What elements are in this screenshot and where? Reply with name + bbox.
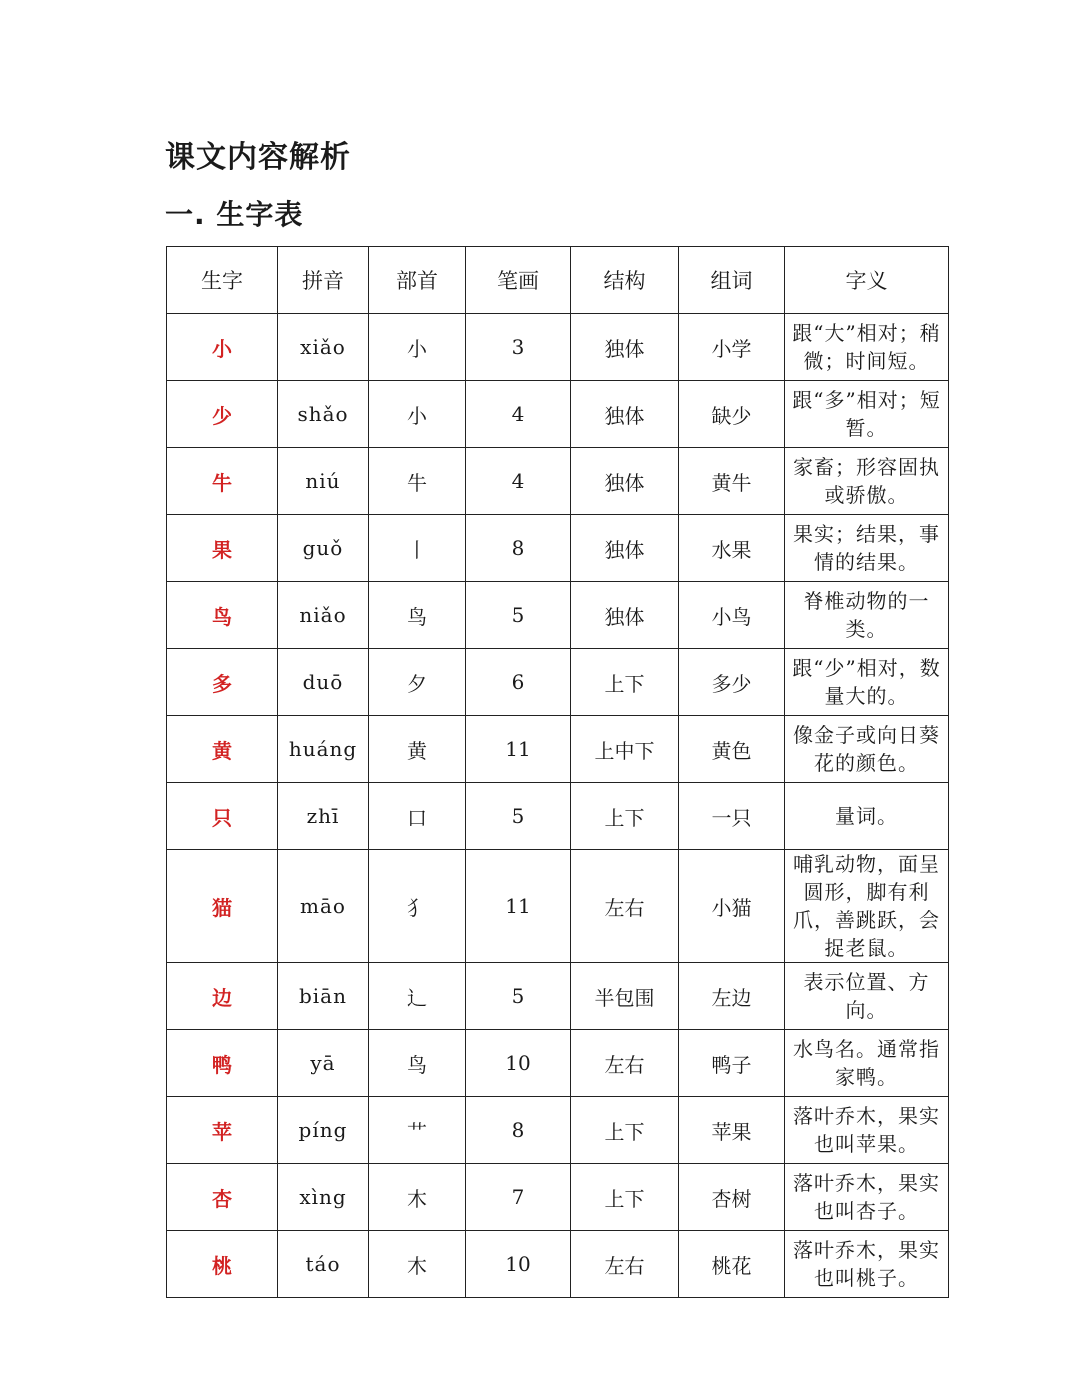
cell-pinyin: niǎo bbox=[278, 582, 369, 649]
cell-strokes: 11 bbox=[466, 850, 571, 963]
cell-structure: 独体 bbox=[571, 515, 679, 582]
cell-char: 多 bbox=[167, 649, 278, 716]
cell-radical: 丨 bbox=[369, 515, 466, 582]
table-row bbox=[167, 582, 949, 649]
cell-meaning: 像金子或向日葵花的颜色。 bbox=[785, 716, 949, 783]
cell-word: 苹果 bbox=[679, 1097, 785, 1164]
table-row bbox=[167, 1030, 949, 1097]
cell-radical: 木 bbox=[369, 1231, 466, 1298]
cell-radical: 小 bbox=[369, 381, 466, 448]
cell-strokes: 6 bbox=[466, 649, 571, 716]
header-meaning: 字义 bbox=[785, 247, 949, 314]
cell-char: 苹 bbox=[167, 1097, 278, 1164]
cell-meaning: 跟“大”相对；稍微；时间短。 bbox=[785, 314, 949, 381]
header-char: 生字 bbox=[167, 247, 278, 314]
cell-char: 杏 bbox=[167, 1164, 278, 1231]
table-row bbox=[167, 448, 949, 515]
cell-pinyin: guǒ bbox=[278, 515, 369, 582]
cell-radical: 辶 bbox=[369, 963, 466, 1030]
cell-word: 黄牛 bbox=[679, 448, 785, 515]
cell-word: 水果 bbox=[679, 515, 785, 582]
cell-strokes: 5 bbox=[466, 963, 571, 1030]
cell-pinyin: táo bbox=[278, 1231, 369, 1298]
cell-structure: 半包围 bbox=[571, 963, 679, 1030]
cell-word: 小学 bbox=[679, 314, 785, 381]
cell-pinyin: māo bbox=[278, 850, 369, 963]
cell-structure: 上下 bbox=[571, 1164, 679, 1231]
cell-pinyin: huáng bbox=[278, 716, 369, 783]
cell-meaning: 量词。 bbox=[785, 783, 949, 850]
cell-radical: 鸟 bbox=[369, 582, 466, 649]
cell-meaning: 家畜；形容固执或骄傲。 bbox=[785, 448, 949, 515]
cell-pinyin: píng bbox=[278, 1097, 369, 1164]
cell-meaning: 落叶乔木，果实也叫苹果。 bbox=[785, 1097, 949, 1164]
table-row bbox=[167, 783, 949, 850]
table-header-row bbox=[167, 247, 949, 314]
cell-pinyin: niú bbox=[278, 448, 369, 515]
table-row bbox=[167, 850, 949, 963]
header-structure: 结构 bbox=[571, 247, 679, 314]
table-row bbox=[167, 963, 949, 1030]
cell-pinyin: xìng bbox=[278, 1164, 369, 1231]
cell-strokes: 10 bbox=[466, 1231, 571, 1298]
cell-pinyin: shǎo bbox=[278, 381, 369, 448]
cell-strokes: 3 bbox=[466, 314, 571, 381]
header-radical: 部首 bbox=[369, 247, 466, 314]
cell-char: 果 bbox=[167, 515, 278, 582]
cell-strokes: 8 bbox=[466, 515, 571, 582]
cell-word: 小鸟 bbox=[679, 582, 785, 649]
cell-structure: 独体 bbox=[571, 448, 679, 515]
cell-radical: 口 bbox=[369, 783, 466, 850]
cell-char: 黄 bbox=[167, 716, 278, 783]
cell-pinyin: duō bbox=[278, 649, 369, 716]
cell-pinyin: zhī bbox=[278, 783, 369, 850]
cell-structure: 独体 bbox=[571, 381, 679, 448]
cell-word: 一只 bbox=[679, 783, 785, 850]
cell-word: 多少 bbox=[679, 649, 785, 716]
cell-strokes: 10 bbox=[466, 1030, 571, 1097]
cell-structure: 上中下 bbox=[571, 716, 679, 783]
cell-word: 杏树 bbox=[679, 1164, 785, 1231]
header-word: 组词 bbox=[679, 247, 785, 314]
table-row bbox=[167, 1231, 949, 1298]
cell-structure: 上下 bbox=[571, 1097, 679, 1164]
cell-strokes: 8 bbox=[466, 1097, 571, 1164]
cell-structure: 独体 bbox=[571, 582, 679, 649]
cell-radical: 木 bbox=[369, 1164, 466, 1231]
cell-strokes: 5 bbox=[466, 582, 571, 649]
table-row bbox=[167, 515, 949, 582]
vocabulary-table bbox=[166, 246, 949, 1298]
cell-radical: 小 bbox=[369, 314, 466, 381]
cell-char: 少 bbox=[167, 381, 278, 448]
table-row bbox=[167, 381, 949, 448]
cell-meaning: 跟“少”相对，数量大的。 bbox=[785, 649, 949, 716]
cell-strokes: 4 bbox=[466, 448, 571, 515]
cell-meaning: 脊椎动物的一类。 bbox=[785, 582, 949, 649]
cell-radical: 夕 bbox=[369, 649, 466, 716]
cell-char: 桃 bbox=[167, 1231, 278, 1298]
table-row bbox=[167, 314, 949, 381]
cell-char: 边 bbox=[167, 963, 278, 1030]
table-row bbox=[167, 1164, 949, 1231]
cell-strokes: 11 bbox=[466, 716, 571, 783]
cell-char: 鸟 bbox=[167, 582, 278, 649]
cell-radical: 艹 bbox=[369, 1097, 466, 1164]
cell-strokes: 5 bbox=[466, 783, 571, 850]
header-strokes: 笔画 bbox=[466, 247, 571, 314]
page-title: 课文内容解析 bbox=[165, 140, 351, 175]
table-row bbox=[167, 1097, 949, 1164]
cell-pinyin: biān bbox=[278, 963, 369, 1030]
table-row bbox=[167, 716, 949, 783]
cell-radical: 牛 bbox=[369, 448, 466, 515]
cell-structure: 上下 bbox=[571, 649, 679, 716]
cell-meaning: 落叶乔木，果实也叫杏子。 bbox=[785, 1164, 949, 1231]
cell-pinyin: xiǎo bbox=[278, 314, 369, 381]
cell-meaning: 落叶乔木，果实也叫桃子。 bbox=[785, 1231, 949, 1298]
cell-meaning: 跟“多”相对；短暂。 bbox=[785, 381, 949, 448]
cell-strokes: 4 bbox=[466, 381, 571, 448]
cell-structure: 左右 bbox=[571, 850, 679, 963]
cell-radical: 犭 bbox=[369, 850, 466, 963]
cell-char: 只 bbox=[167, 783, 278, 850]
cell-char: 小 bbox=[167, 314, 278, 381]
cell-meaning: 哺乳动物，面呈圆形，脚有利爪，善跳跃，会捉老鼠。 bbox=[785, 850, 949, 963]
cell-radical: 鸟 bbox=[369, 1030, 466, 1097]
cell-structure: 左右 bbox=[571, 1030, 679, 1097]
cell-structure: 上下 bbox=[571, 783, 679, 850]
header-pinyin: 拼音 bbox=[278, 247, 369, 314]
cell-word: 缺少 bbox=[679, 381, 785, 448]
cell-word: 小猫 bbox=[679, 850, 785, 963]
cell-structure: 独体 bbox=[571, 314, 679, 381]
cell-char: 猫 bbox=[167, 850, 278, 963]
cell-char: 牛 bbox=[167, 448, 278, 515]
cell-meaning: 表示位置、方向。 bbox=[785, 963, 949, 1030]
cell-structure: 左右 bbox=[571, 1231, 679, 1298]
cell-word: 桃花 bbox=[679, 1231, 785, 1298]
cell-char: 鸭 bbox=[167, 1030, 278, 1097]
section-title: 一. 生字表 bbox=[165, 198, 304, 231]
cell-pinyin: yā bbox=[278, 1030, 369, 1097]
cell-strokes: 7 bbox=[466, 1164, 571, 1231]
cell-word: 黄色 bbox=[679, 716, 785, 783]
cell-radical: 黄 bbox=[369, 716, 466, 783]
cell-meaning: 水鸟名。通常指家鸭。 bbox=[785, 1030, 949, 1097]
cell-word: 鸭子 bbox=[679, 1030, 785, 1097]
cell-meaning: 果实；结果，事情的结果。 bbox=[785, 515, 949, 582]
table-row bbox=[167, 649, 949, 716]
cell-word: 左边 bbox=[679, 963, 785, 1030]
